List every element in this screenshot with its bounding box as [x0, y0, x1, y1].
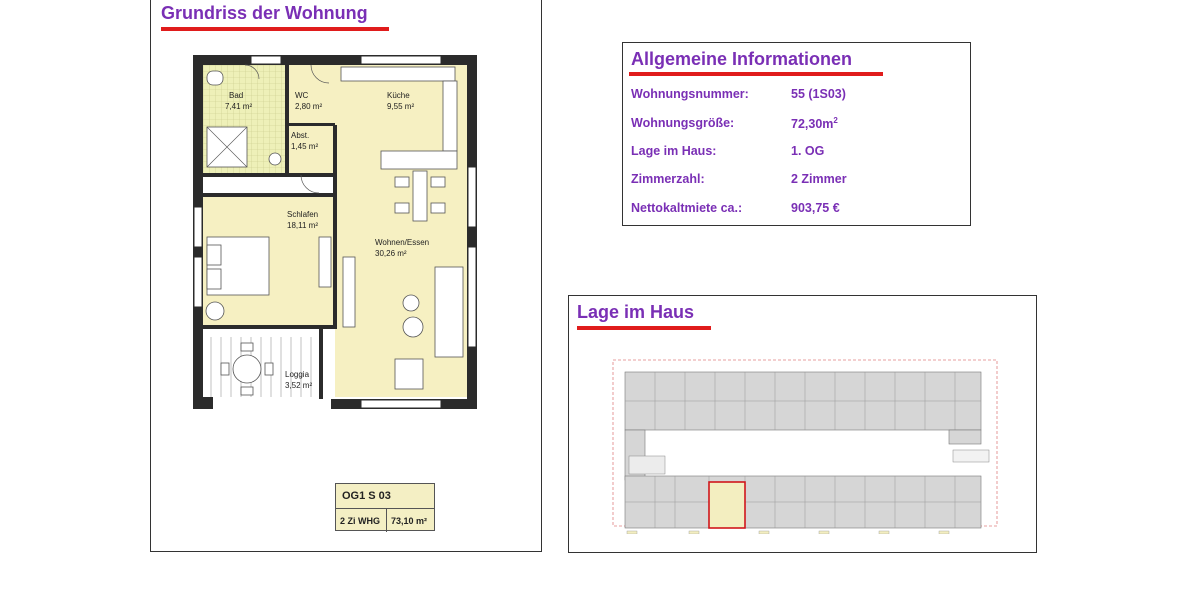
stamp-area: 73,10 m² [391, 515, 428, 526]
room-abst-area: 1,45 m² [291, 142, 319, 151]
info-label-wohnungsnummer: Wohnungsnummer: [631, 87, 749, 101]
floor-plan-drawing [191, 47, 481, 419]
size-value: 72,30m [791, 117, 834, 132]
plan-heading: Grundriss der Wohnung [161, 3, 368, 23]
info-label-wohnungsgroesse: Wohnungsgröße: [631, 116, 735, 130]
floor-plan-panel [150, 0, 542, 552]
info-panel [622, 42, 971, 226]
room-wc-name: WC [295, 91, 309, 100]
room-bad-area: 7,41 m² [225, 102, 253, 111]
building-floor-plan [609, 356, 1001, 534]
unit-stamp [335, 483, 435, 531]
stamp-type: 2 Zi WHG [336, 509, 387, 532]
room-wc-area: 2,80 m² [295, 102, 323, 111]
info-label-lage: Lage im Haus: [631, 144, 717, 158]
info-value-wohnungsnummer: 55 (1S03) [791, 87, 846, 101]
location-heading-underline [577, 326, 711, 330]
room-loggia-name: Loggia [285, 370, 310, 379]
stamp-unit: OG1 S 03 [336, 484, 434, 509]
size-unit-sup: 2 [833, 116, 838, 125]
info-label-miete: Nettokaltmiete ca.: [631, 201, 743, 215]
info-value-lage: 1. OG [791, 144, 825, 158]
room-abst-name: Abst. [291, 131, 310, 140]
room-schlafen-area: 18,11 m² [287, 221, 318, 230]
info-heading: Allgemeine Informationen [631, 49, 853, 69]
info-label-zimmerzahl: Zimmerzahl: [631, 172, 705, 186]
room-kueche-name: Küche [387, 91, 410, 100]
room-loggia-area: 3,52 m² [285, 381, 313, 390]
location-panel [568, 295, 1037, 553]
location-heading: Lage im Haus [577, 302, 695, 322]
room-schlafen-name: Schlafen [287, 210, 319, 219]
info-heading-underline [629, 72, 883, 76]
plan-heading-underline [161, 27, 389, 31]
room-wohnen-area: 30,26 m² [375, 249, 407, 258]
room-kueche-area: 9,55 m² [387, 102, 415, 111]
room-bad-name: Bad [229, 91, 244, 100]
info-value-zimmerzahl: 2 Zimmer [791, 172, 847, 186]
room-wohnen-name: Wohnen/Essen [375, 238, 430, 247]
info-value-wohnungsgroesse [791, 116, 838, 131]
info-value-miete: 903,75 € [791, 201, 840, 215]
highlighted-unit [709, 482, 745, 528]
